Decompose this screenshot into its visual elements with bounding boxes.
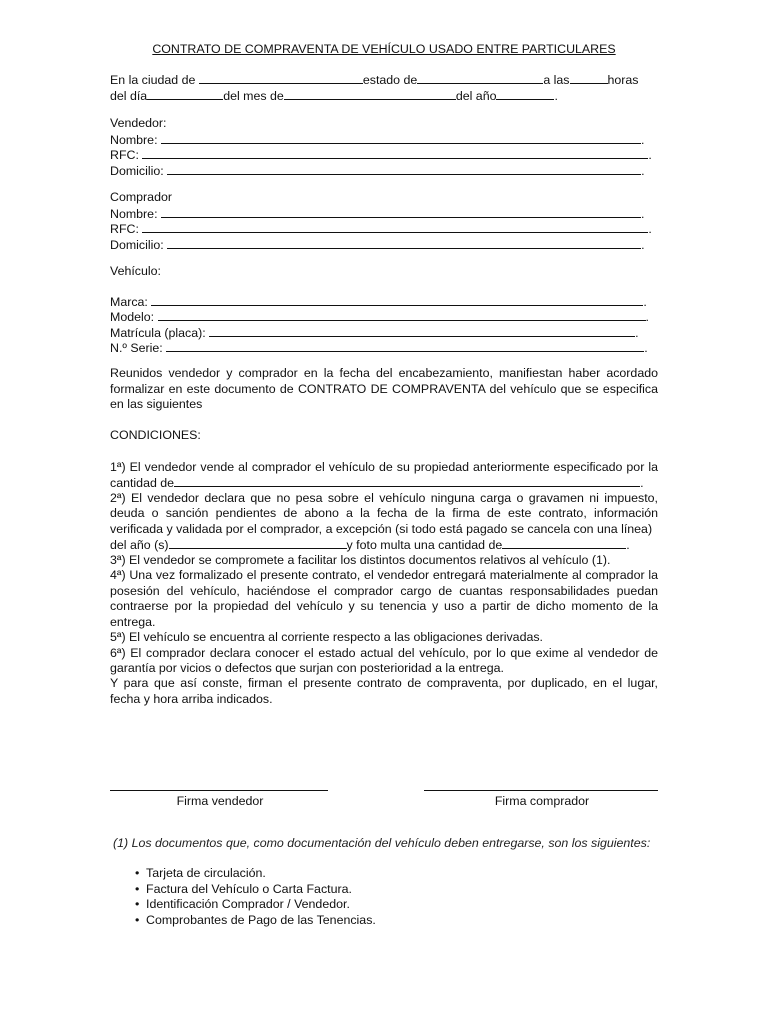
year-blank[interactable] bbox=[496, 88, 554, 100]
vehicle-brand-row: Marca: . bbox=[110, 294, 647, 309]
buyer-address-row: Domicilio: . bbox=[110, 237, 645, 252]
contract-keyword: CONTRATO DE COMPRAVENTA bbox=[297, 381, 486, 396]
header-block bbox=[110, 72, 658, 103]
years-blank[interactable] bbox=[169, 537, 347, 549]
conditions-section bbox=[110, 428, 658, 677]
buyer-heading: Comprador bbox=[110, 190, 172, 204]
condition-3: 3ª) El vendedor se compromete a facilitar los distintos documentos relativos al vehículo (1). bbox=[110, 552, 611, 567]
header-line-2: del día del mes de del año . bbox=[110, 88, 558, 103]
seller-signature-line[interactable] bbox=[110, 790, 328, 791]
buyer-signature-line[interactable] bbox=[424, 790, 658, 791]
city-blank[interactable] bbox=[199, 72, 363, 84]
header-line-1: En la ciudad de estado de a las horas bbox=[110, 73, 639, 87]
vehicle-heading: Vehículo: bbox=[110, 264, 161, 278]
seller-name-row: Nombre: . bbox=[110, 132, 645, 147]
document-title: CONTRATO DE COMPRAVENTA DE VEHÍCULO USADO ENTRE PARTICULARES bbox=[152, 42, 616, 56]
buyer-rfc-row: RFC: . bbox=[110, 222, 652, 236]
condition-6: 6ª) El comprador declara conocer el estado actual del vehículo, por lo que exime al vendedor de garantía por vicios o defectos que surjan con posterioridad a la entrega. bbox=[110, 645, 658, 675]
buyer-address-blank[interactable] bbox=[167, 237, 641, 249]
vehicle-model-blank[interactable] bbox=[158, 309, 646, 321]
buyer-section bbox=[110, 190, 658, 252]
list-item: • Identificación Comprador / Vendedor. bbox=[135, 897, 350, 911]
seller-name-blank[interactable] bbox=[161, 132, 641, 144]
seller-rfc-blank[interactable] bbox=[142, 147, 648, 159]
bullet-icon: • bbox=[135, 866, 140, 880]
conditions-heading: CONDICIONES: bbox=[110, 428, 201, 442]
condition-4: 4ª) Una vez formalizado el presente contrato, el vendedor entregará materialmente al comprador la posesión del vehículo, haciéndose el comprador cargo de cuantas responsabilidades puedan contraerse por la propiedad del vehículo y su tenencia y uso a partir de dicho momento de la entrega. bbox=[110, 568, 658, 629]
condition-2: 2ª) El vendedor declara que no pesa sobre el vehículo ninguna carga o gravamen ni impuesto, deuda o sanción pendientes de abono a la fecha de la firma de este contrato, información verificada y validada por el comprador, a excepción (si todo está pagado se cancela con una línea) del año (s) y foto multa una cantidad de . bbox=[110, 490, 658, 552]
seller-rfc-row: RFC: . bbox=[110, 148, 652, 162]
seller-heading: Vendedor: bbox=[110, 116, 167, 130]
closing-paragraph: Y para que así conste, firman el presente contrato de compraventa, por duplicado, en el lugar, fecha y hora arriba indicados. bbox=[110, 676, 658, 706]
documents-list bbox=[135, 866, 376, 928]
intro-paragraph: Reunidos vendedor y comprador en la fecha del encabezamiento, manifiestan haber acordado formalizar en este documento de CONTRATO DE COMPRAVENTA del vehículo que se especifica en las siguientes bbox=[110, 366, 658, 411]
day-blank[interactable] bbox=[147, 88, 223, 100]
vehicle-brand-blank[interactable] bbox=[151, 294, 643, 306]
seller-address-blank[interactable] bbox=[167, 163, 641, 175]
buyer-signature-label: Firma comprador bbox=[494, 794, 590, 808]
vehicle-plate-row: Matrícula (placa): . bbox=[110, 325, 639, 340]
bullet-icon: • bbox=[135, 912, 140, 927]
list-item: • Factura del Vehículo o Carta Factura. bbox=[135, 881, 352, 896]
vehicle-plate-blank[interactable] bbox=[209, 325, 635, 337]
seller-signature-label: Firma vendedor bbox=[176, 794, 264, 808]
buyer-name-row: Nombre: . bbox=[110, 206, 645, 221]
list-item: • Tarjeta de circulación. bbox=[135, 866, 266, 880]
vehicle-serial-blank[interactable] bbox=[166, 340, 644, 352]
hour-blank[interactable] bbox=[570, 72, 608, 84]
seller-section bbox=[110, 116, 658, 178]
buyer-name-blank[interactable] bbox=[161, 206, 641, 218]
seller-address-row: Domicilio: . bbox=[110, 163, 645, 178]
vehicle-serial-row: N.º Serie: . bbox=[110, 341, 648, 355]
vehicle-section bbox=[110, 264, 658, 356]
buyer-rfc-blank[interactable] bbox=[142, 221, 648, 233]
footnote: (1) Los documentos que, como documentación del vehículo deben entregarse, son los siguientes: bbox=[113, 836, 651, 850]
vehicle-model-row: Modelo: . bbox=[110, 310, 649, 324]
price-blank[interactable] bbox=[174, 475, 640, 487]
fine-amount-blank[interactable] bbox=[502, 537, 626, 549]
condition-1: 1ª) El vendedor vende al comprador el vehículo de su propiedad anteriormente especificado por la cantidad de . bbox=[110, 459, 658, 490]
list-item: • Comprobantes de Pago de las Tenencias. bbox=[135, 912, 376, 927]
condition-5: 5ª) El vehículo se encuentra al corriente respecto a las obligaciones derivadas. bbox=[110, 630, 543, 644]
month-blank[interactable] bbox=[284, 88, 456, 100]
state-blank[interactable] bbox=[417, 72, 543, 84]
bullet-icon: • bbox=[135, 897, 140, 911]
bullet-icon: • bbox=[135, 881, 140, 896]
